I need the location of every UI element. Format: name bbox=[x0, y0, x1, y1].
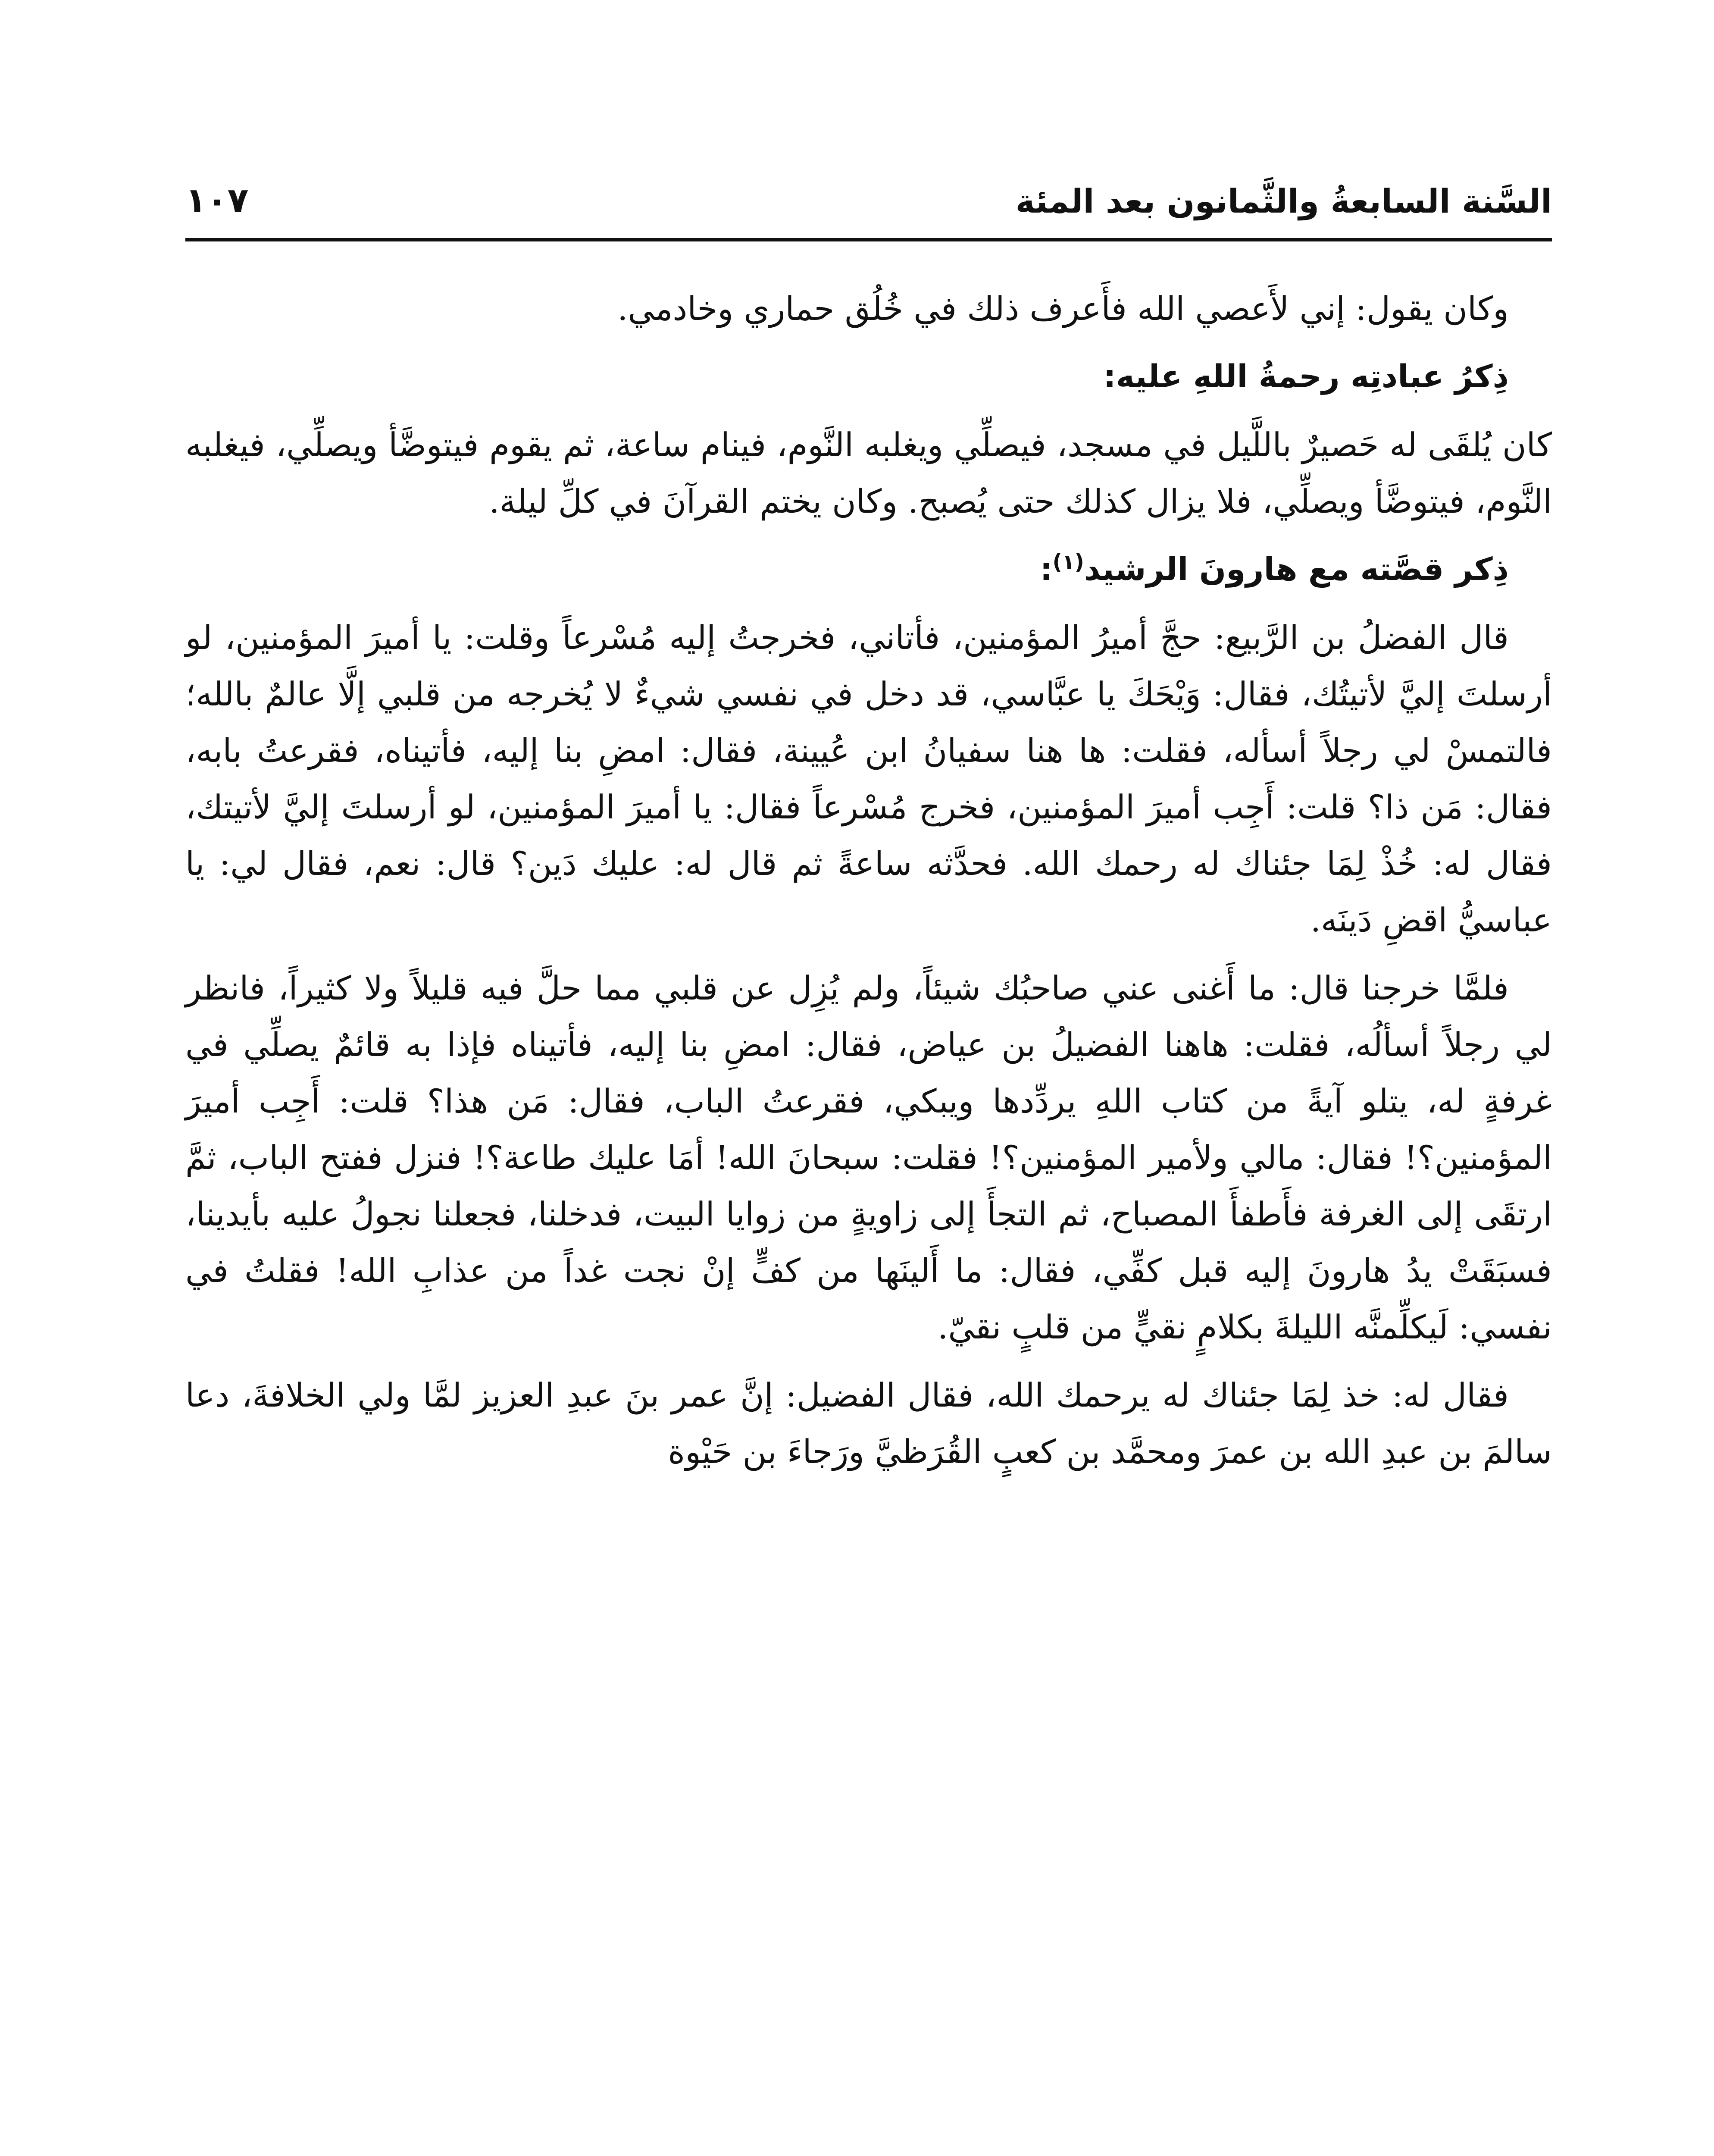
paragraph: فقال له: خذ لِمَا جئناك له يرحمك الله، فقال الفضيل: إنَّ عمر بنَ عبدِ العزيز لمَّا ولي الخلافةَ، دعا سالمَ بن عبدِ الله بن عمرَ ومحمَّد بن كعبٍ القُرَظيَّ ورَجاءَ بن حَيْوة bbox=[185, 1376, 1552, 1471]
header-divider bbox=[185, 238, 1552, 241]
main-text bbox=[185, 280, 1552, 1492]
paragraph: وكان يقول: إني لأَعصي الله فأَعرف ذلك في خُلُق حماري وخادمي. bbox=[617, 289, 1509, 328]
paragraph: قال الفضلُ بن الرَّبيع: حجَّ أميرُ المؤمنين، فأتاني، فخرجتُ إليه مُسْرعاً وقلت: يا أميرَ المؤمنين، لو أرسلتَ إليَّ لأتيتُك، فقال: وَيْحَكَ يا عبَّاسي، قد دخل في نفسي شيءٌ لا يُخرجه من قلبي إلَّا عالمٌ بالله؛ فالتمسْ لي رجلاً أسأله، فقلت: ها هنا سفيانُ ابن عُيينة، فقال: امضِ بنا إليه، فأتيناه، فقرعتُ بابه، فقال: مَن ذا؟ قلت: أَجِب أميرَ المؤمنين، فخرج مُسْرعاً فقال: يا أميرَ المؤمنين، لو أرسلتَ إليَّ لأتيتك، فقال له: خُذْ لِمَا جئناك له رحمك الله. فحدَّثه ساعةً ثم قال له: عليك دَين؟ قال: نعم، فقال لي: يا عباسيُّ اقضِ دَينَه. bbox=[185, 618, 1552, 939]
paragraph: فلمَّا خرجنا قال: ما أَغنى عني صاحبُك شيئاً، ولم يُزِل عن قلبي مما حلَّ فيه قليلاً ولا كثيراً، فانظر لي رجلاً أسألُه، فقلت: هاهنا الفضيلُ بن عياض، فقال: امضِ بنا إليه، فأتيناه فإذا به قائمٌ يصلِّي في غرفةٍ له، يتلو آيةً من كتاب اللهِ يردِّدها ويبكي، فقرعتُ الباب، فقال: مَن هذا؟ قلت: أَجِب أميرَ المؤمنين؟! فقال: مالي ولأمير المؤمنين؟! فقلت: سبحانَ الله! أمَا عليك طاعة؟! فنزل ففتح الباب، ثمَّ ارتقَى إلى الغرفة فأَطفأَ المصباح، ثم التجأَ إلى زاويةٍ من زوايا البيت، فدخلنا، فجعلنا نجولُ عليه بأيدينا، فسبَقَتْ يدُ هارونَ إليه قبل كفِّي، فقال: ما أَلينَها من كفٍّ إنْ نجت غداً من عذابِ الله! فقلتُ في نفسي: لَيكلِّمنَّه الليلةَ بكلامٍ نقيٍّ من قلبٍ نقيّ. bbox=[185, 969, 1552, 1346]
footnote-reference: (١) bbox=[1052, 550, 1084, 574]
section-heading-text: ذِكر قصَّته مع هارونَ الرشيد bbox=[1084, 551, 1509, 588]
section-heading: ذِكرُ عبادتِه رحمةُ اللهِ عليه: bbox=[1103, 358, 1509, 395]
page-number: ١٠٧ bbox=[185, 180, 249, 220]
paragraph: كان يُلقَى له حَصيرٌ باللَّيل في مسجد، فيصلِّي ويغلبه النَّوم، فينام ساعة، ثم يقوم فيتوضَّأ ويصلِّي، فيغلبه النَّوم، فيتوضَّأ ويصلِّي، فلا يزال كذلك حتى يُصبح. وكان يختم القرآنَ في كلِّ ليلة. bbox=[185, 426, 1552, 520]
heading-colon: : bbox=[1040, 551, 1053, 588]
running-head bbox=[185, 153, 1552, 218]
running-title: السَّنة السابعةُ والثَّمانون بعد المئة bbox=[1015, 182, 1552, 220]
section-heading bbox=[185, 541, 1552, 598]
